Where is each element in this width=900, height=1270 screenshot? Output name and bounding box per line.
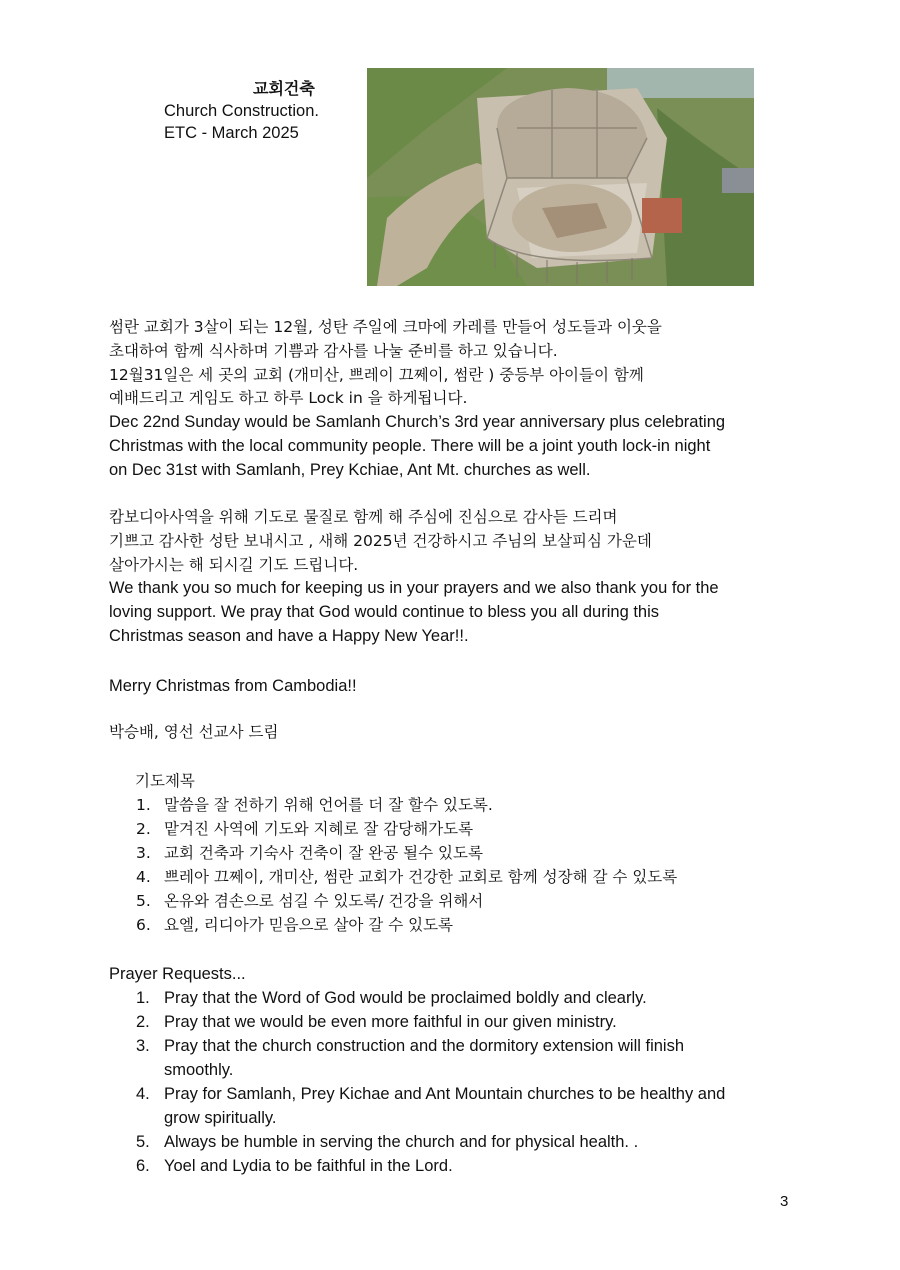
list-item	[136, 1082, 796, 1130]
thanks-en-line: loving support. We pray that God would continue to bless you all during this	[109, 603, 660, 622]
list-item	[136, 1130, 796, 1154]
heading-block	[164, 78, 319, 144]
item-text: 말씀을 잘 전하기 위해 언어를 더 잘 할수 있도록.	[164, 796, 493, 814]
intro-ko-line: 초대하여 함께 식사하며 기쁨과 감사를 나눌 준비를 하고 있습니다.	[109, 341, 558, 360]
subtitle-date: ETC - March 2025	[164, 124, 299, 142]
item-number: 1.	[136, 796, 151, 814]
list-item	[136, 1154, 796, 1178]
list-item	[136, 1034, 796, 1082]
list-item	[136, 986, 796, 1010]
item-text: 요엘, 리디아가 믿음으로 살아 갈 수 있도록	[164, 916, 454, 934]
thanks-ko-line: 기쁘고 감사한 성탄 보내시고 , 새해 2025년 건강하시고 주님의 보살피심 가운데	[109, 531, 652, 550]
item-text: Yoel and Lydia to be faithful in the Lord.	[164, 1157, 453, 1175]
signature: 박승배, 영선 선교사 드림	[109, 723, 279, 741]
item-number: 3.	[136, 1037, 150, 1055]
construction-site-image	[367, 68, 754, 286]
item-number: 2.	[136, 1013, 150, 1031]
page-number: 3	[780, 1193, 789, 1210]
thanks-en-line: We thank you so much for keeping us in your prayers and we also thank you for the	[109, 579, 719, 598]
item-text: Always be humble in serving the church and for physical health. .	[164, 1133, 639, 1151]
intro-en-line: on Dec 31st with Samlanh, Prey Kchiae, Ant Mt. churches as well.	[109, 460, 591, 479]
prayer-ko-title: 기도제목	[135, 772, 195, 790]
list-item	[136, 913, 677, 937]
item-text: Pray for Samlanh, Prey Kichae and Ant Mountain churches to be healthy and	[164, 1085, 726, 1103]
list-item	[136, 841, 677, 865]
intro-ko-line: 예배드리고 게임도 하고 하루 Lock in 을 하게됩니다.	[109, 389, 468, 408]
item-text-continued: grow spiritually.	[164, 1109, 277, 1127]
item-text: 맡겨진 사역에 기도와 지혜로 잘 감당해가도록	[164, 820, 474, 838]
church-construction-photo	[367, 68, 754, 286]
intro-ko-line: 썸란 교회가 3살이 되는 12월, 성탄 주일에 크마에 카레를 만들어 성도들과 이웃을	[109, 318, 662, 336]
thanks-en-line: Christmas season and have a Happy New Year!!.	[109, 626, 469, 645]
item-number: 6.	[136, 1157, 150, 1175]
item-text: 쁘레아 끄쩨이, 개미산, 썸란 교회가 건강한 교회로 함께 성장해 갈 수 있도록	[164, 868, 678, 886]
prayer-ko-list	[136, 793, 677, 937]
item-text: 온유와 겸손으로 섬길 수 있도록/ 건강을 위해서	[164, 892, 484, 910]
intro-paragraph	[109, 316, 809, 483]
item-text: Pray that we would be even more faithful in our given ministry.	[164, 1013, 617, 1031]
item-number: 5.	[136, 1133, 150, 1151]
item-text-continued: smoothly.	[164, 1061, 234, 1079]
item-number: 4.	[136, 868, 151, 886]
prayer-en-title: Prayer Requests...	[109, 965, 246, 983]
item-number: 3.	[136, 844, 151, 862]
intro-ko-line: 12월31일은 세 곳의 교회 (개미산, 쁘레이 끄쩨이, 썸란 ) 중등부 아이들이 함께	[109, 365, 644, 384]
merry-christmas-line: Merry Christmas from Cambodia!!	[109, 677, 357, 695]
item-number: 4.	[136, 1085, 150, 1103]
prayer-en-list	[136, 986, 796, 1178]
list-item	[136, 793, 677, 817]
thanks-ko-line: 살아가시는 해 되시길 기도 드립니다.	[109, 555, 359, 574]
list-item	[136, 817, 677, 841]
title-korean: 교회건축	[253, 79, 315, 98]
list-item	[136, 1010, 796, 1034]
intro-en-line: Christmas with the local community people. There will be a joint youth lock-in night	[109, 436, 711, 455]
thanks-paragraph	[109, 506, 809, 649]
item-text: 교회 건축과 기숙사 건축이 잘 완공 될수 있도록	[164, 844, 483, 862]
title-english: Church Construction.	[164, 102, 319, 120]
item-number: 1.	[136, 989, 150, 1007]
list-item	[136, 865, 677, 889]
thanks-ko-line: 캄보디아사역을 위해 기도로 물질로 함께 해 주심에 진심으로 감사듣 드리며	[109, 508, 618, 526]
item-number: 6.	[136, 916, 151, 934]
intro-en-line: Dec 22nd Sunday would be Samlanh Church’s 3rd year anniversary plus celebrating	[109, 413, 726, 432]
item-number: 2.	[136, 820, 151, 838]
list-item	[136, 889, 677, 913]
item-text: Pray that the Word of God would be proclaimed boldly and clearly.	[164, 989, 647, 1007]
item-text: Pray that the church construction and the dormitory extension will finish	[164, 1037, 685, 1055]
item-number: 5.	[136, 892, 151, 910]
